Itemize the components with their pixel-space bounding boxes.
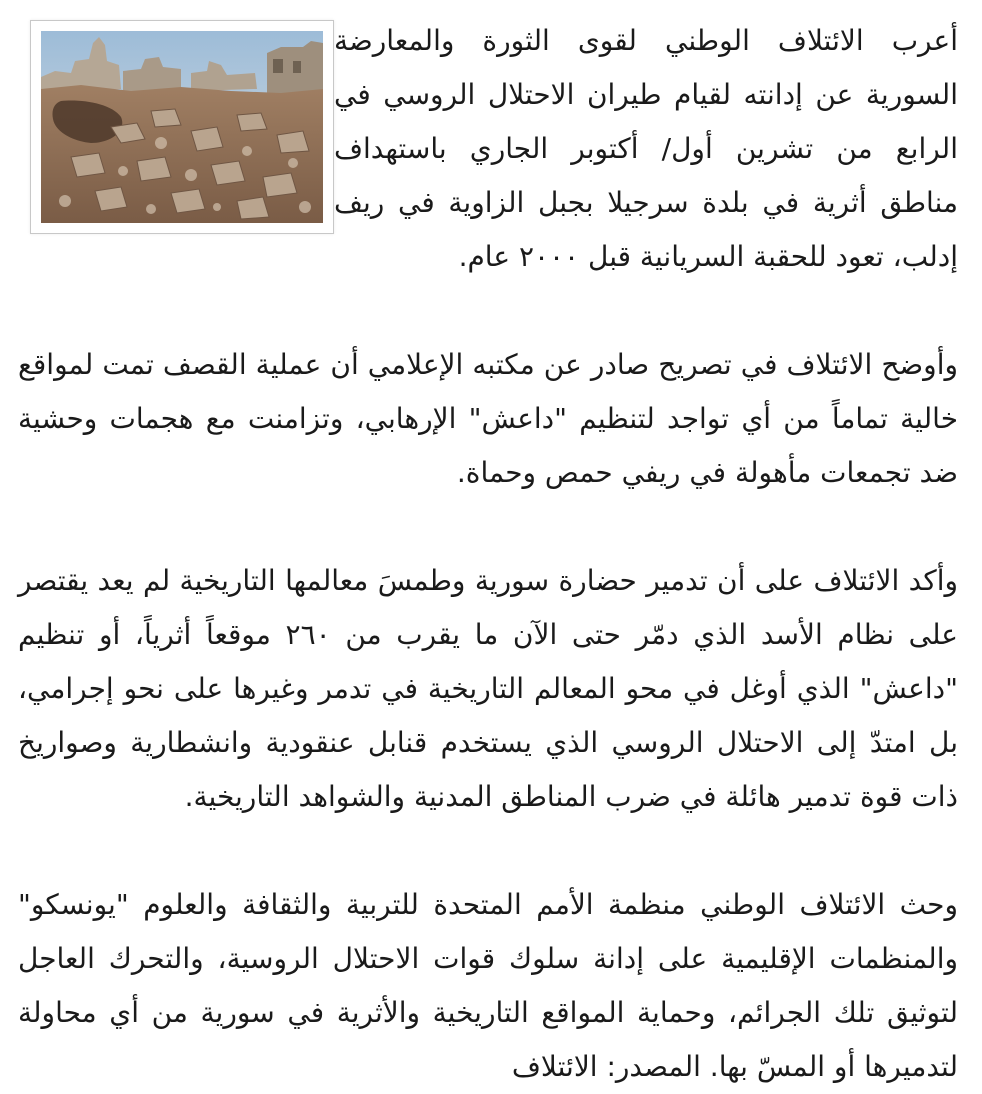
paragraph-intro-text: أعرب الائتلاف الوطني لقوى الثورة والمعارضة السورية عن إدانته لقيام طيران الاحتلال الروسي في الرابع من تشرين أول/ أكتوبر الجاري باستهداف مناطق أثرية في بلدة سرجيلا بجبل الزاوية في ريف إدلب، تعود للحقبة السريانية قبل ٢٠٠٠ عام. bbox=[334, 24, 958, 273]
article-photo bbox=[30, 20, 334, 234]
paragraph-clarification: وأوضح الائتلاف في تصريح صادر عن مكتبه الإعلامي أن عملية القصف تمت لمواقع خالية تماماً من أي تواجد لتنظيم "داعش" الإرهابي، وتزامنت مع هجمات وحشية ضد تجمعات مأهولة في ريفي حمص وحماة. bbox=[18, 348, 958, 489]
paragraph-emphasis: وأكد الائتلاف على أن تدمير حضارة سورية وطمسَ معالمها التاريخية لم يعد يقتصر على نظام الأسد الذي دمّر حتى الآن ما يقرب من ٢٦٠ موقعاً أثرياً، أو تنظيم "داعش" الذي أوغل في محو المعالم التاريخية في تدمر وغيرها على نحو إجرامي، بل امتدّ إلى الاحتلال الروسي الذي يستخدم قنابل عنقودية وانشطارية وصواريخ ذات قوة تدمير هائلة في ضرب المناطق المدنية والشواهد التاريخية. bbox=[18, 564, 958, 813]
article-body bbox=[18, 14, 958, 1094]
ruins-photo-icon bbox=[41, 31, 323, 223]
paragraph-intro bbox=[18, 14, 958, 284]
paragraph-appeal: وحث الائتلاف الوطني منظمة الأمم المتحدة للتربية والثقافة والعلوم "يونسكو" والمنظمات الإقليمية على إدانة سلوك قوات الاحتلال الروسية، والتحرك العاجل لتوثيق تلك الجرائم، وحماية المواقع التاريخية والأثرية في سورية من أي محاولة لتدميرها أو المسّ بها. المصدر: الائتلاف bbox=[18, 888, 958, 1083]
